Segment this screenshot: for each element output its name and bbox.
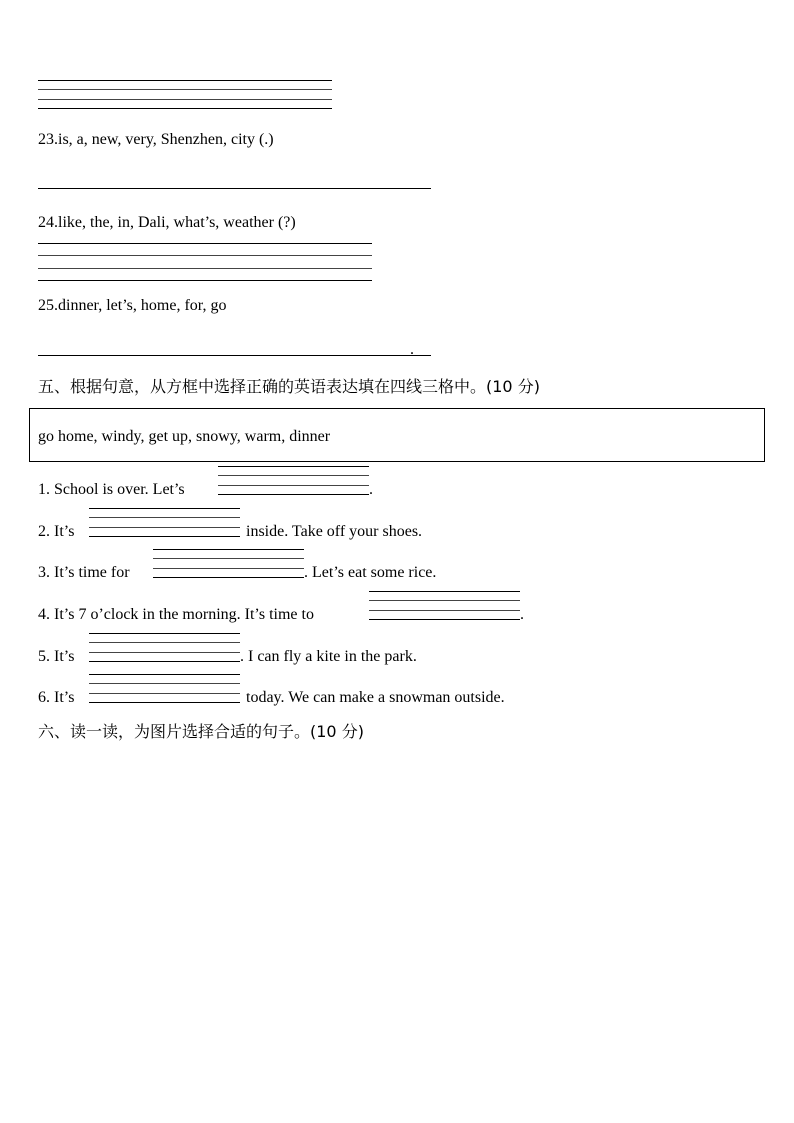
four-line-grid-item-2[interactable] [89, 508, 240, 538]
answer-line-23[interactable] [38, 188, 431, 189]
four-line-grid-top[interactable] [38, 80, 332, 110]
fill-item-4-after: . [520, 606, 524, 623]
section-6-heading: 六、读一读，为图片选择合适的句子。(10 分) [38, 722, 364, 741]
fill-item-4-before: 4. It’s 7 o’clock in the morning. It’s time to [38, 606, 314, 623]
fill-item-2-before: 2. It’s [38, 523, 75, 540]
fill-item-3-after: . Let’s eat some rice. [304, 564, 437, 581]
fill-item-1-before: 1. School is over. Let’s [38, 481, 185, 498]
word-bank-box [29, 408, 765, 462]
fill-item-6-after: today. We can make a snowman outside. [246, 689, 505, 706]
four-line-grid-item-1[interactable] [218, 466, 369, 496]
question-23: 23.is, a, new, very, Shenzhen, city (.) [38, 131, 274, 148]
four-line-grid-item-5[interactable] [89, 633, 240, 663]
fill-item-1-after: . [369, 481, 373, 498]
answer-line-25-period: . [410, 341, 414, 358]
fill-item-3-before: 3. It’s time for [38, 564, 130, 581]
fill-item-5-before: 5. It’s [38, 648, 75, 665]
word-bank-text: go home, windy, get up, snowy, warm, dinner [38, 428, 331, 445]
answer-line-25[interactable] [38, 355, 431, 356]
section-5-heading: 五、根据句意，从方框中选择正确的英语表达填在四线三格中。(10 分) [38, 377, 540, 396]
question-25: 25.dinner, let’s, home, for, go [38, 297, 227, 314]
question-24: 24.like, the, in, Dali, what’s, weather (?) [38, 214, 296, 231]
fill-item-2-after: inside. Take off your shoes. [246, 523, 423, 540]
fill-item-6-before: 6. It’s [38, 689, 75, 706]
fill-item-5-after: . I can fly a kite in the park. [240, 648, 417, 665]
four-line-grid-item-3[interactable] [153, 549, 304, 579]
four-line-grid-item-4[interactable] [369, 591, 520, 621]
four-line-grid-24[interactable] [38, 243, 372, 283]
four-line-grid-item-6[interactable] [89, 674, 240, 704]
